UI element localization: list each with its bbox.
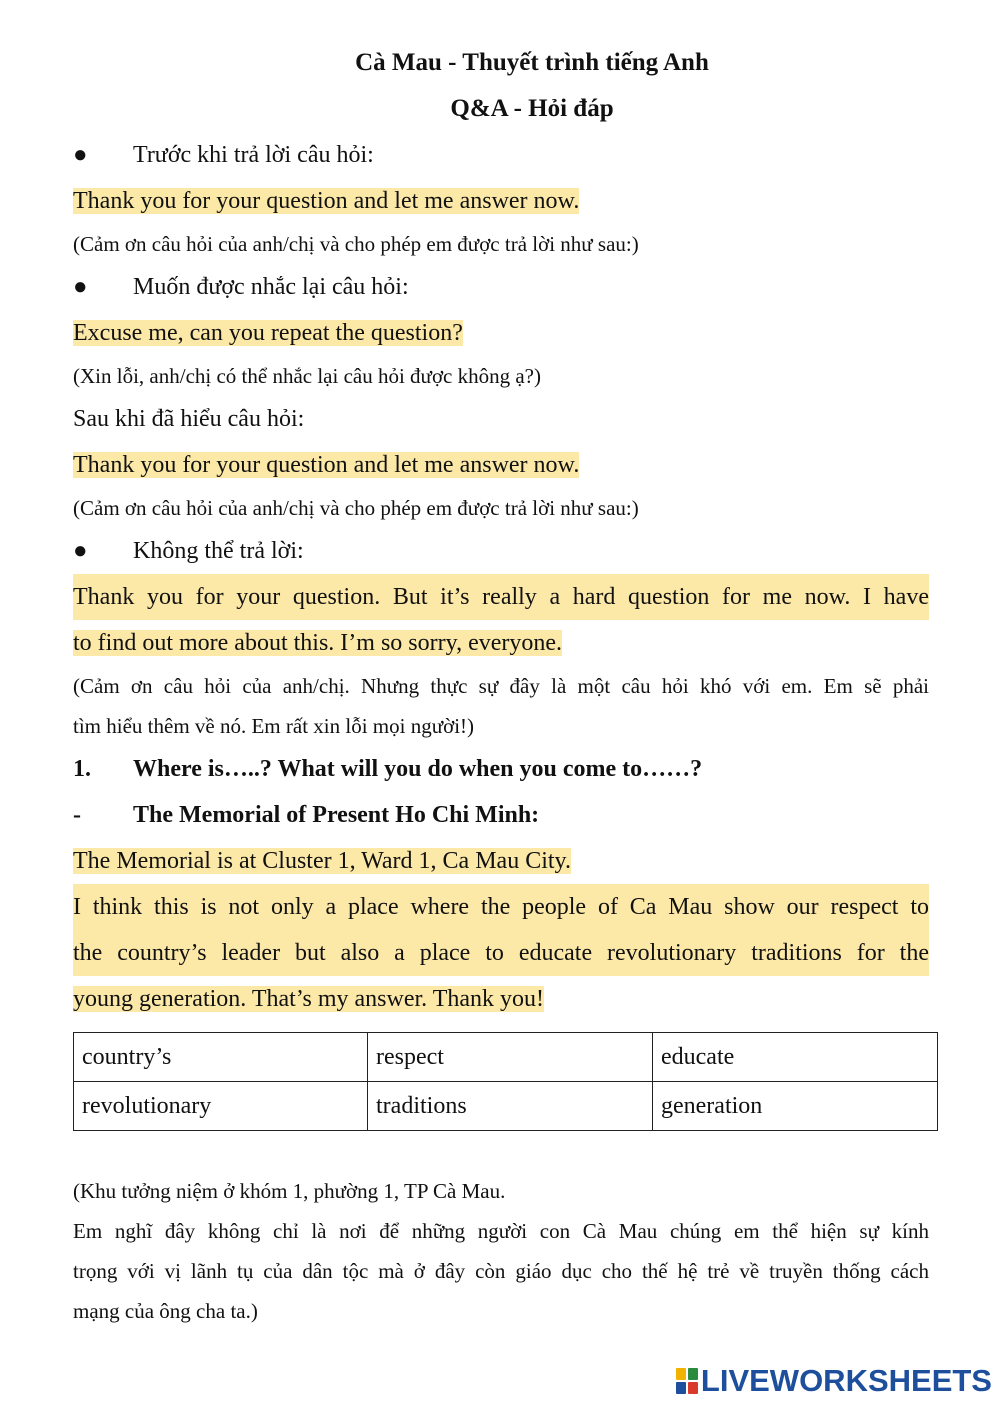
section-cannot-answer-heading [73, 528, 929, 574]
english-phrase [73, 310, 929, 356]
bullet-icon: ● [73, 274, 88, 300]
english-phrase [73, 442, 929, 488]
question-heading [73, 746, 929, 792]
vietnamese-translation: tìm hiểu thêm về nó. Em rất xin lỗi mọi người!) [73, 714, 475, 738]
worksheet-page [73, 40, 929, 1331]
table-cell: educate [653, 1033, 938, 1082]
bullet-icon: ● [73, 142, 88, 168]
liveworksheets-logo [676, 1363, 992, 1399]
section-after-understood-heading: Sau khi đã hiểu câu hỏi: [73, 406, 305, 432]
highlighted-text: Thank you for your question and let me answer now. [73, 452, 580, 478]
translation-line: mạng của ông cha ta.) [73, 1299, 258, 1323]
translation-block [73, 1171, 929, 1331]
section-heading-text: Trước khi trả lời câu hỏi: [133, 142, 374, 168]
section-before-answer-heading [73, 132, 929, 178]
dash-marker: - [73, 802, 81, 828]
vietnamese-translation: (Xin lỗi, anh/chị có thể nhắc lại câu hỏi được không ạ?) [73, 364, 541, 388]
section-repeat-heading [73, 264, 929, 310]
table-cell: traditions [368, 1082, 653, 1131]
highlighted-text: to find out more about this. I’m so sorry, everyone. [73, 630, 563, 656]
highlighted-text: Thank you for your question. But it’s really a hard question for me now. I have [73, 574, 929, 620]
vietnamese-translation: (Cảm ơn câu hỏi của anh/chị và cho phép em được trả lời như sau:) [73, 496, 639, 520]
place-heading [73, 792, 929, 838]
section-heading-text: Không thể trả lời: [133, 538, 304, 564]
answer-line [73, 930, 929, 976]
translation-line: (Khu tưởng niệm ở khóm 1, phường 1, TP Cà Mau. [73, 1179, 506, 1203]
page-subtitle: Q&A - Hỏi đáp [450, 95, 614, 122]
table-cell: country’s [74, 1033, 368, 1082]
section-heading-text: Muốn được nhắc lại câu hỏi: [133, 274, 409, 300]
bullet-icon: ● [73, 538, 88, 564]
vietnamese-translation: (Cảm ơn câu hỏi của anh/chị. Nhưng thực sự đây là một câu hỏi khó với em. Em sẽ phải [73, 674, 929, 698]
logo-square-green [688, 1368, 698, 1380]
highlighted-text: The Memorial is at Cluster 1, Ward 1, Ca Mau City. [73, 848, 571, 874]
vocab-table [73, 1032, 938, 1131]
question-number: 1. [73, 756, 91, 782]
logo-square-red [688, 1382, 698, 1394]
highlighted-text: Excuse me, can you repeat the question? [73, 320, 463, 346]
highlighted-text: the country’s leader but also a place to educate revolutionary traditions for the [73, 930, 929, 976]
logo-square-yellow [676, 1368, 686, 1380]
translation-line: trọng với vị lãnh tụ của dân tộc mà ở đây còn giáo dục cho thế hệ trẻ về truyền thống cách [73, 1259, 929, 1283]
table-row [74, 1033, 938, 1082]
english-phrase [73, 620, 929, 666]
table-row [74, 1082, 938, 1131]
english-phrase [73, 574, 929, 620]
answer-line [73, 838, 929, 884]
place-name: The Memorial of Present Ho Chi Minh: [133, 802, 540, 828]
english-phrase [73, 178, 929, 224]
question-text: Where is…..? What will you do when you come to……? [133, 756, 703, 782]
vietnamese-translation: (Cảm ơn câu hỏi của anh/chị và cho phép em được trả lời như sau:) [73, 232, 639, 256]
table-cell: generation [653, 1082, 938, 1131]
translation-line: Em nghĩ đây không chỉ là nơi để những người con Cà Mau chúng em thể hiện sự kính [73, 1219, 929, 1243]
table-cell: revolutionary [74, 1082, 368, 1131]
answer-line [73, 976, 929, 1022]
logo-icon [676, 1368, 698, 1394]
answer-line [73, 884, 929, 930]
highlighted-text: young generation. That’s my answer. Thank you! [73, 986, 545, 1012]
page-title: Cà Mau - Thuyết trình tiếng Anh [355, 49, 709, 76]
logo-square-blue [676, 1382, 686, 1394]
table-cell: respect [368, 1033, 653, 1082]
highlighted-text: I think this is not only a place where the people of Ca Mau show our respect to [73, 884, 929, 930]
logo-text: LIVEWORKSHEETS [700, 1363, 992, 1398]
highlighted-text: Thank you for your question and let me answer now. [73, 188, 580, 214]
